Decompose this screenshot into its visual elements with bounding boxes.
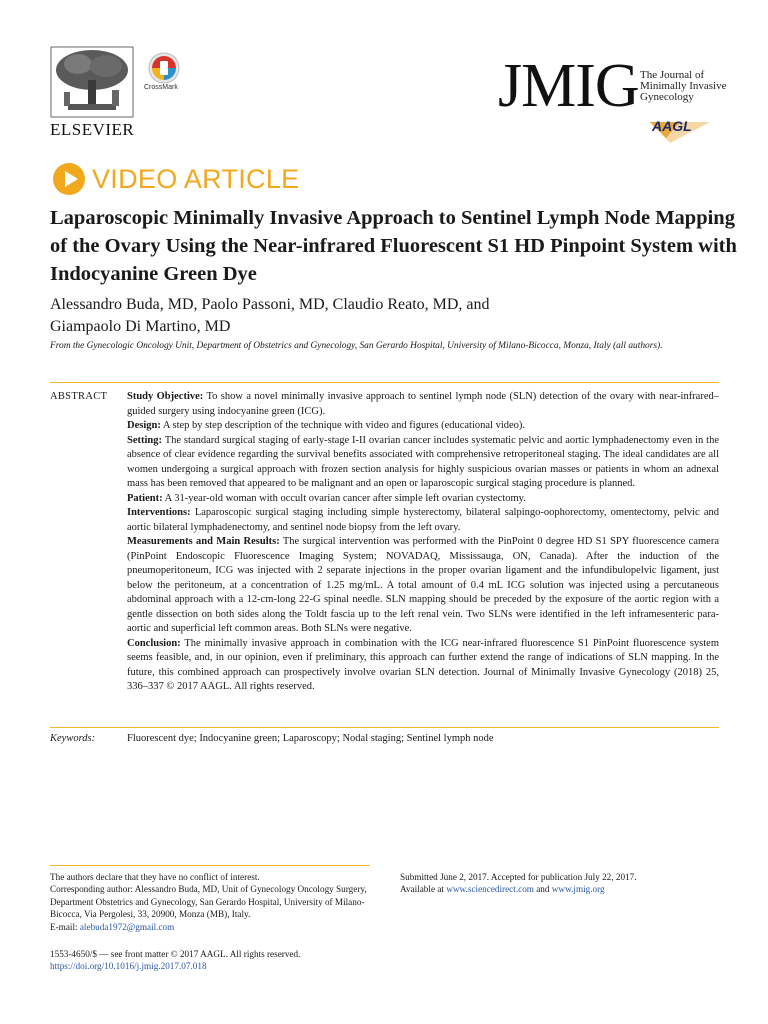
footer-issn [50, 948, 390, 973]
sciencedirect-link[interactable]: www.sciencedirect.com [446, 884, 534, 895]
abstract-section: Design: A step by step description of the technique with video and figures (educational video). [127, 420, 526, 431]
abstract-body [127, 390, 719, 695]
authors-line-2: Giampaolo Di Martino, MD [50, 318, 231, 335]
submission-dates: Submitted June 2, 2017. Accepted for publication July 22, 2017. [400, 872, 637, 882]
crossmark-label: CrossMark [144, 84, 178, 91]
corresponding-author: Corresponding author: Alessandro Buda, MD, Unit of Gynecology Oncology Surgery, Department Obstetrics and Gynecology, San Gerardo Hospital, University of Milano-Bicocca, Via Pergolesi, 33, 20900, Monza (MB), Italy. [50, 884, 367, 920]
abstract-section: Conclusion: The minimally invasive approach in combination with the ICG near-infrared fluorescence S1 PinPoint fluorescence system seems feasible, and, in our opinion, even if preliminary, this approach can further extend the range of indications of SLN mapping. In the future, this combined approach can prospectively involve ovarian SLN detection. Journal of Minimally Invasive Gynecology (2018) 25, 336–337 © 2017 AAGL. All rights reserved. [127, 637, 720, 692]
availability: Available at www.sciencedirect.com and www.jmig.org [400, 884, 605, 895]
conflict-statement: The authors declare that they have no conflict of interest. [50, 872, 260, 882]
publisher-name: ELSEVIER [50, 120, 135, 139]
article-title: Laparoscopic Minimally Invasive Approach to Sentinel Lymph Node Mapping of the Ovary Using the Near-infrared Fluorescent S1 HD Pinpoint System with Indocyanine Green Dye [50, 207, 737, 285]
abstract-section: Patient: A 31-year-old woman with occult ovarian cancer after simple left ovarian cystectomy. [127, 492, 526, 504]
journal-logo: JMIG [498, 52, 639, 120]
abstract-label: ABSTRACT [50, 391, 108, 402]
keywords-rule [50, 727, 719, 728]
crossmark-icon[interactable] [148, 52, 180, 84]
email-link[interactable]: alebuda1972@gmail.com [79, 921, 175, 932]
keywords-text: Fluorescent dye; Indocyanine green; Laparoscopy; Nodal staging; Sentinel lymph node [127, 733, 494, 744]
doi-link[interactable]: https://doi.org/10.1016/j.jmig.2017.07.018 [50, 961, 207, 972]
abstract-section: Setting: The standard surgical staging of early-stage I-II ovarian cancer includes systematic pelvic and aortic lymphadenectomy even in the absence of clear evidence regarding the survival benefits associated with comprehensive retroperitoneal staging. The ideal candidates are all women undergoing a surgical approach with frozen section analysis for highly suspicious ovarian masses or patients in whom an adnexal mass has been removed that appeared to be malignant and an open or laparoscopic surgical staging procedure is planned. [127, 434, 720, 489]
society-logo: AAGL [652, 118, 692, 134]
abstract-section: Study Objective: To show a novel minimally invasive approach to sentinel lymph node (SLN) detection of the ovary with near-infrared–guided surgery using indocyanine green (ICG). [127, 391, 720, 417]
abstract-section: Measurements and Main Results: The surgical intervention was performed with the PinPoint 0 degree HD S1 SPY fluorescence camera (PinPoint Endoscopic Fluorescence Imaging System; NOVADAQ, Mississauga, ON, Canada). After the induction of the pneumoperitoneum, ICG was injected with 2 separate injections in the proper ovarian ligament and the infundibulopelvic ligament, just below the peritoneum, at a concentration of 1.25 mg/mL. A total amount of 0.4 mL ICG solution was injected using a percutaneous abdominal approach with a 12-cm-long 22-G spinal needle. SLN mapping should be preceded by the exposure of the aortic region with a gentle dissection on both sides along the Toldt fascia up to the left renal vein. Two SLNs were identified in the left inframesenteric para-aortic and superficial left common areas. Both SLNs were negative. [127, 536, 719, 634]
jmig-link[interactable]: www.jmig.org [551, 884, 605, 895]
abstract-section: Interventions: Laparoscopic surgical staging including simple hysterectomy, bilateral salpingo-oophorectomy, omentectomy, pelvic and aortic bilateral lymphadenectomy, and sentinel node biopsy from the left ovary. [127, 507, 719, 533]
affiliation: From the Gynecologic Oncology Unit, Department of Obstetrics and Gynecology, San Gerardo Hospital, University of Milano-Bicocca, Monza, Italy (all authors). [50, 341, 663, 351]
issn-line: 1553-4650/$ — see front matter © 2017 AAGL. All rights reserved. [50, 949, 301, 959]
footer-rule [50, 865, 370, 866]
article-type: VIDEO ARTICLE [92, 164, 300, 194]
journal-full-name: The Journal of Minimally Invasive Gynecology [640, 69, 727, 103]
authors [50, 294, 740, 338]
authors-line-1: Alessandro Buda, MD, Paolo Passoni, MD, Claudio Reato, MD, and [50, 296, 490, 313]
abstract-top-rule [50, 382, 719, 383]
keywords-label: Keywords: [50, 733, 96, 744]
footer-dates [400, 871, 730, 896]
footer-notes [50, 871, 380, 933]
email-line: E-mail: alebuda1972@gmail.com [50, 921, 175, 932]
elsevier-tree-logo [50, 46, 134, 118]
video-play-icon [52, 162, 86, 196]
